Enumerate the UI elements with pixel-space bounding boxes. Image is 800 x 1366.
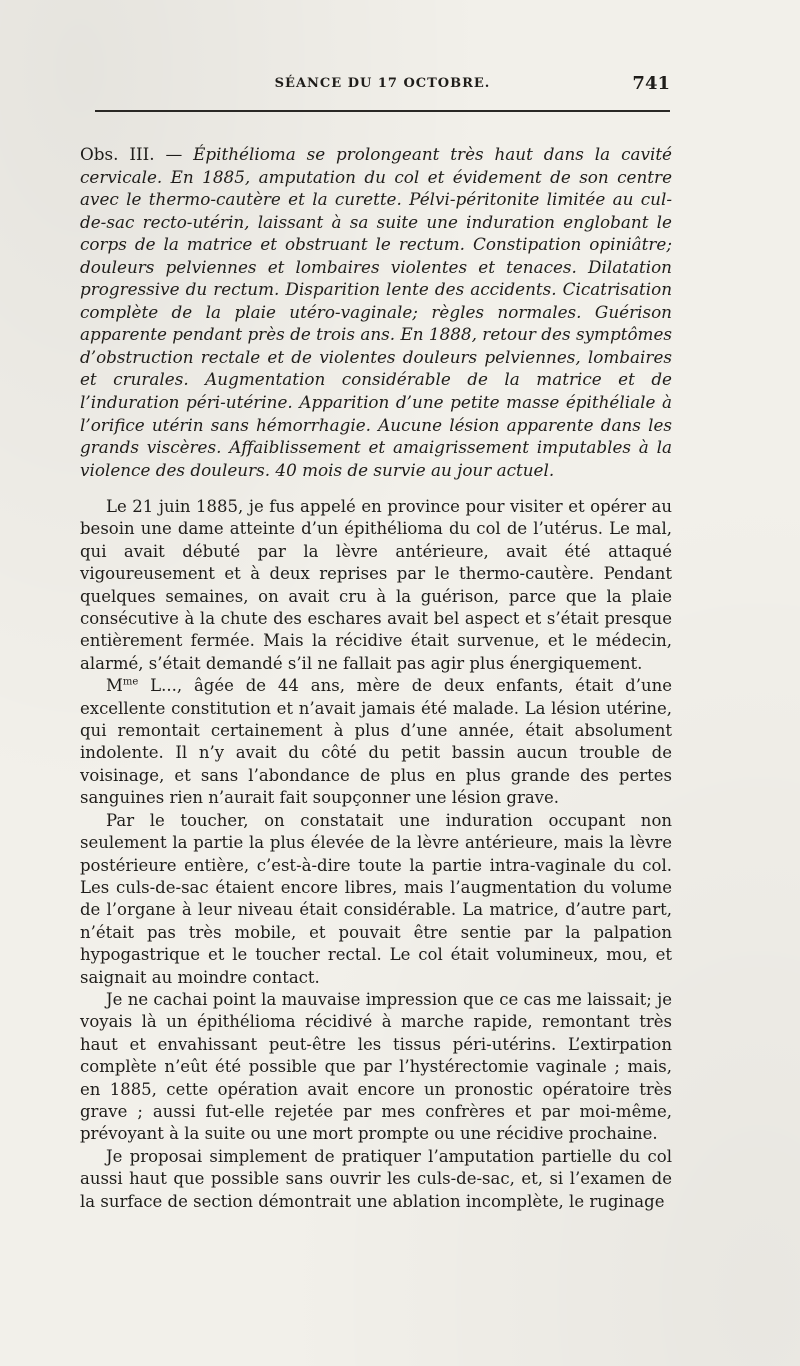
paragraph-text: Le 21 juin 1885, je fus appelé en province pour visiter et opérer au besoin une dame atteinte d’un épithélioma du col de l’utérus. Le mal, qui avait débuté par la lèvre antérieure, avait été attaqué vigoureusement et à deux reprises par le thermo-cautère. Pendant quelques semaines, on avait cru à la guérison, parce que la plaie consécutive à la chute des eschares avait bel aspect et s’était presque entièrement fermée. Mais la récidive était survenue, et le médecin, alarmé, s’était demandé s’il ne fallait pas agir plus énergiquement. [80, 497, 672, 673]
observation-label: Obs. III. — [80, 144, 183, 164]
paragraph [80, 675, 672, 809]
paragraph [80, 810, 672, 989]
header-rule [95, 110, 670, 112]
paragraph [80, 1146, 672, 1213]
honorific: M [106, 676, 123, 696]
body-text [80, 496, 672, 1213]
paragraph [80, 989, 672, 1146]
running-title: SÉANCE DU 17 OCTOBRE. [274, 76, 491, 91]
honorific-superscript: me [122, 676, 139, 688]
paragraph-text: Je ne cachai point la mauvaise impression que ce cas me laissait; je voyais là un épithélioma récidivé à marche rapide, remontant très haut et envahissant peut-être les tissus péri-utérins. L’extirpation complète n’eût été possible que par l’hystérectomie vaginale ; mais, en 1885, cette opération avait encore un pronostic opératoire très grave ; aussi fut-elle rejetée par mes confrères et par moi-même, prévoyant à la suite ou une mort prompte ou une récidive prochaine. [80, 989, 672, 1144]
paragraph-text: L..., âgée de 44 ans, mère de deux enfants, était d’une excellente constitution et n’avait jamais été malade. La lésion utérine, qui remontait certainement à plus d’une année, était absolument indolente. Il n’y avait du côté du petit bassin aucun trouble de voisinage, et sans l’abondance de plus en plus grande des pertes sanguines rien n’aurait fait soupçonner une lésion grave. [80, 676, 672, 808]
observation-summary [80, 143, 672, 481]
page-number: 741 [632, 73, 670, 94]
paragraph [80, 496, 672, 675]
paragraph-text: Par le toucher, on constatait une induration occupant non seulement la partie la plus élevée de la lèvre antérieure, mais la lèvre postérieure entière, c’est-à-dire toute la partie intra-vaginale du col. Les culs-de-sac étaient encore libres, mais l’augmentation du volume de l’organe à leur niveau était considérable. La matrice, d’autre part, n’était pas très mobile, et pouvait être sentie par la palpation hypogastrique et le toucher rectal. Le col était volumineux, mou, et saignait au moindre contact. [80, 810, 672, 987]
paragraph-text: Je proposai simplement de pratiquer l’amputation partielle du col aussi haut que possible sans ouvrir les culs-de-sac, et, si l’examen de la surface de section démontrait une ablation incomplète, le ruginage [80, 1146, 672, 1211]
page-header [95, 73, 670, 100]
observation-summary-text: Épithélioma se prolongeant très haut dans la cavité cervicale. En 1885, amputation du col et évidement de son centre avec le thermo-cautère et la curette. Pélvi-péritonite limitée au cul-de-sac recto-utérin, laissant à sa suite une induration englobant le corps de la matrice et obstruant le rectum. Constipation opiniâtre; douleurs pelviennes et lombaires violentes et tenaces. Dilatation progressive du rectum. Disparition lente des accidents. Cicatrisation complète de la plaie utéro-vaginale; règles normales. Guérison apparente pendant près de trois ans. En 1888, retour des symptômes d’obstruction rectale et de violentes douleurs pelviennes, lombaires et crurales. Augmentation considérable de la matrice et de l’induration péri-utérine. Apparition d’une petite masse épithéliale à l’orifice utérin sans hémorrhagie. Aucune lésion apparente dans les grands viscères. Affaiblissement et amaigrissement imputables à la violence des douleurs. 40 mois de survie au jour actuel. [80, 144, 672, 480]
